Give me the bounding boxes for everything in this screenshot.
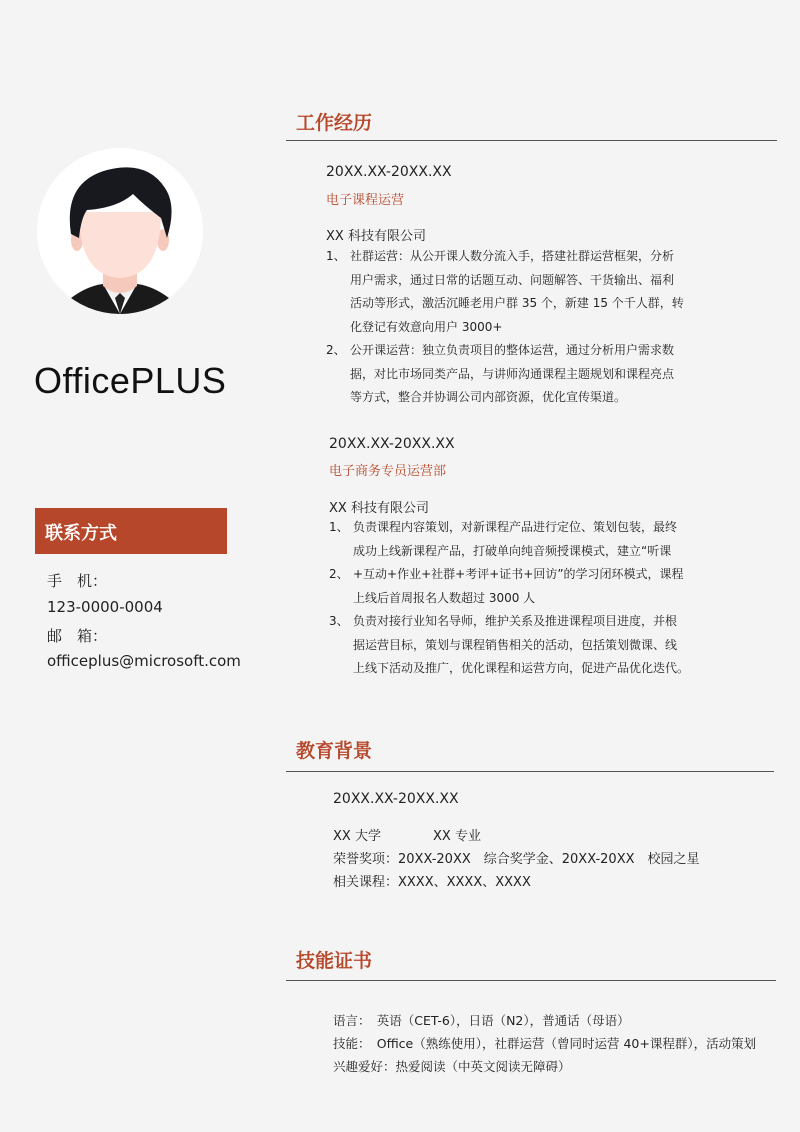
item-number: 1、 bbox=[329, 520, 349, 534]
education-major: XX 专业 bbox=[433, 829, 481, 844]
item-number: 2、 bbox=[329, 567, 349, 581]
item-number: 2、 bbox=[326, 343, 346, 357]
item-line: 社群运营：从公开课人数分流入手，搭建社群运营框架，分析 bbox=[350, 249, 675, 263]
skills-section-title: 技能证书 bbox=[296, 950, 373, 972]
avatar bbox=[37, 148, 203, 314]
item-line: +互动+作业+社群+考评+证书+回访”的学习闭环模式，课程 bbox=[353, 567, 684, 581]
item-line: 用户需求，通过日常的话题互动、问题解答、干货输出、福利 bbox=[350, 272, 675, 287]
contact-heading-bar bbox=[35, 508, 227, 554]
skills-hobby: 兴趣爱好：热爱阅读（中英文阅读无障碍） bbox=[333, 1059, 571, 1074]
item-line: 上线下活动及推广，优化课程和运营方向，促进产品优化迭代。 bbox=[353, 661, 690, 675]
email-value: officeplus@microsoft.com bbox=[47, 652, 241, 670]
skills-tech: 技能： Office（熟练使用），社群运营（曾同时运营 40+课程群），活动策划 bbox=[333, 1036, 757, 1051]
email-label: 邮 箱： bbox=[47, 627, 108, 645]
work-section-title: 工作经历 bbox=[296, 112, 373, 134]
contact-heading: 联系方式 bbox=[45, 523, 117, 544]
item-line: 据，对比市场同类产品，与讲师沟通课程主题规划和课程亮点 bbox=[350, 366, 675, 381]
job-1-role: 电子课程运营 bbox=[326, 193, 405, 208]
phone-label: 手 机： bbox=[47, 572, 108, 590]
item-line: 公开课运营：独立负责项目的整体运营，通过分析用户需求数 bbox=[350, 343, 675, 357]
candidate-name: OfficePLUS bbox=[34, 360, 227, 401]
item-line: 化登记有效意向用户 3000+ bbox=[350, 319, 503, 334]
item-line: 负责课程内容策划，对新课程产品进行定位、策划包装，最终 bbox=[353, 520, 678, 534]
skills-section-rule bbox=[286, 980, 776, 981]
item-line: 据运营目标，策划与课程销售相关的活动，包括策划微课、线 bbox=[353, 637, 678, 652]
education-date: 20XX.XX-20XX.XX bbox=[333, 791, 459, 807]
item-line: 等方式，整合并协调公司内部资源，优化宣传渠道。 bbox=[350, 390, 627, 404]
item-line: 活动等形式，激活沉睡老用户群 35 个，新建 15 个千人群，转 bbox=[350, 296, 684, 310]
job-2-date: 20XX.XX-20XX.XX bbox=[329, 436, 455, 452]
job-2-role: 电子商务专员运营部 bbox=[329, 464, 447, 479]
skills-language: 语言： 英语（CET-6），日语（N2），普通话（母语） bbox=[333, 1013, 630, 1028]
job-2-company: XX 科技有限公司 bbox=[329, 501, 429, 516]
education-courses: 相关课程：XXXX、XXXX、XXXX bbox=[333, 875, 531, 890]
item-line: 成功上线新课程产品，打破单向纯音频授课模式，建立“听课 bbox=[353, 543, 672, 558]
education-section-rule bbox=[286, 771, 774, 772]
item-line: 上线后首周报名人数超过 3000 人 bbox=[353, 590, 536, 605]
item-line: 负责对接行业知名导师，维护关系及推进课程项目进度，并根 bbox=[353, 614, 678, 628]
job-1-date: 20XX.XX-20XX.XX bbox=[326, 164, 452, 180]
education-honors: 荣誉奖项：20XX-20XX 综合奖学金、20XX-20XX 校园之星 bbox=[333, 852, 700, 867]
avatar-illustration bbox=[37, 148, 203, 314]
work-section-rule bbox=[286, 140, 777, 141]
item-number: 3、 bbox=[329, 614, 349, 628]
education-section-title: 教育背景 bbox=[296, 740, 373, 762]
job-1-company: XX 科技有限公司 bbox=[326, 229, 426, 244]
item-number: 1、 bbox=[326, 249, 346, 263]
education-school: XX 大学 bbox=[333, 829, 381, 844]
phone-value: 123-0000-0004 bbox=[47, 598, 163, 616]
